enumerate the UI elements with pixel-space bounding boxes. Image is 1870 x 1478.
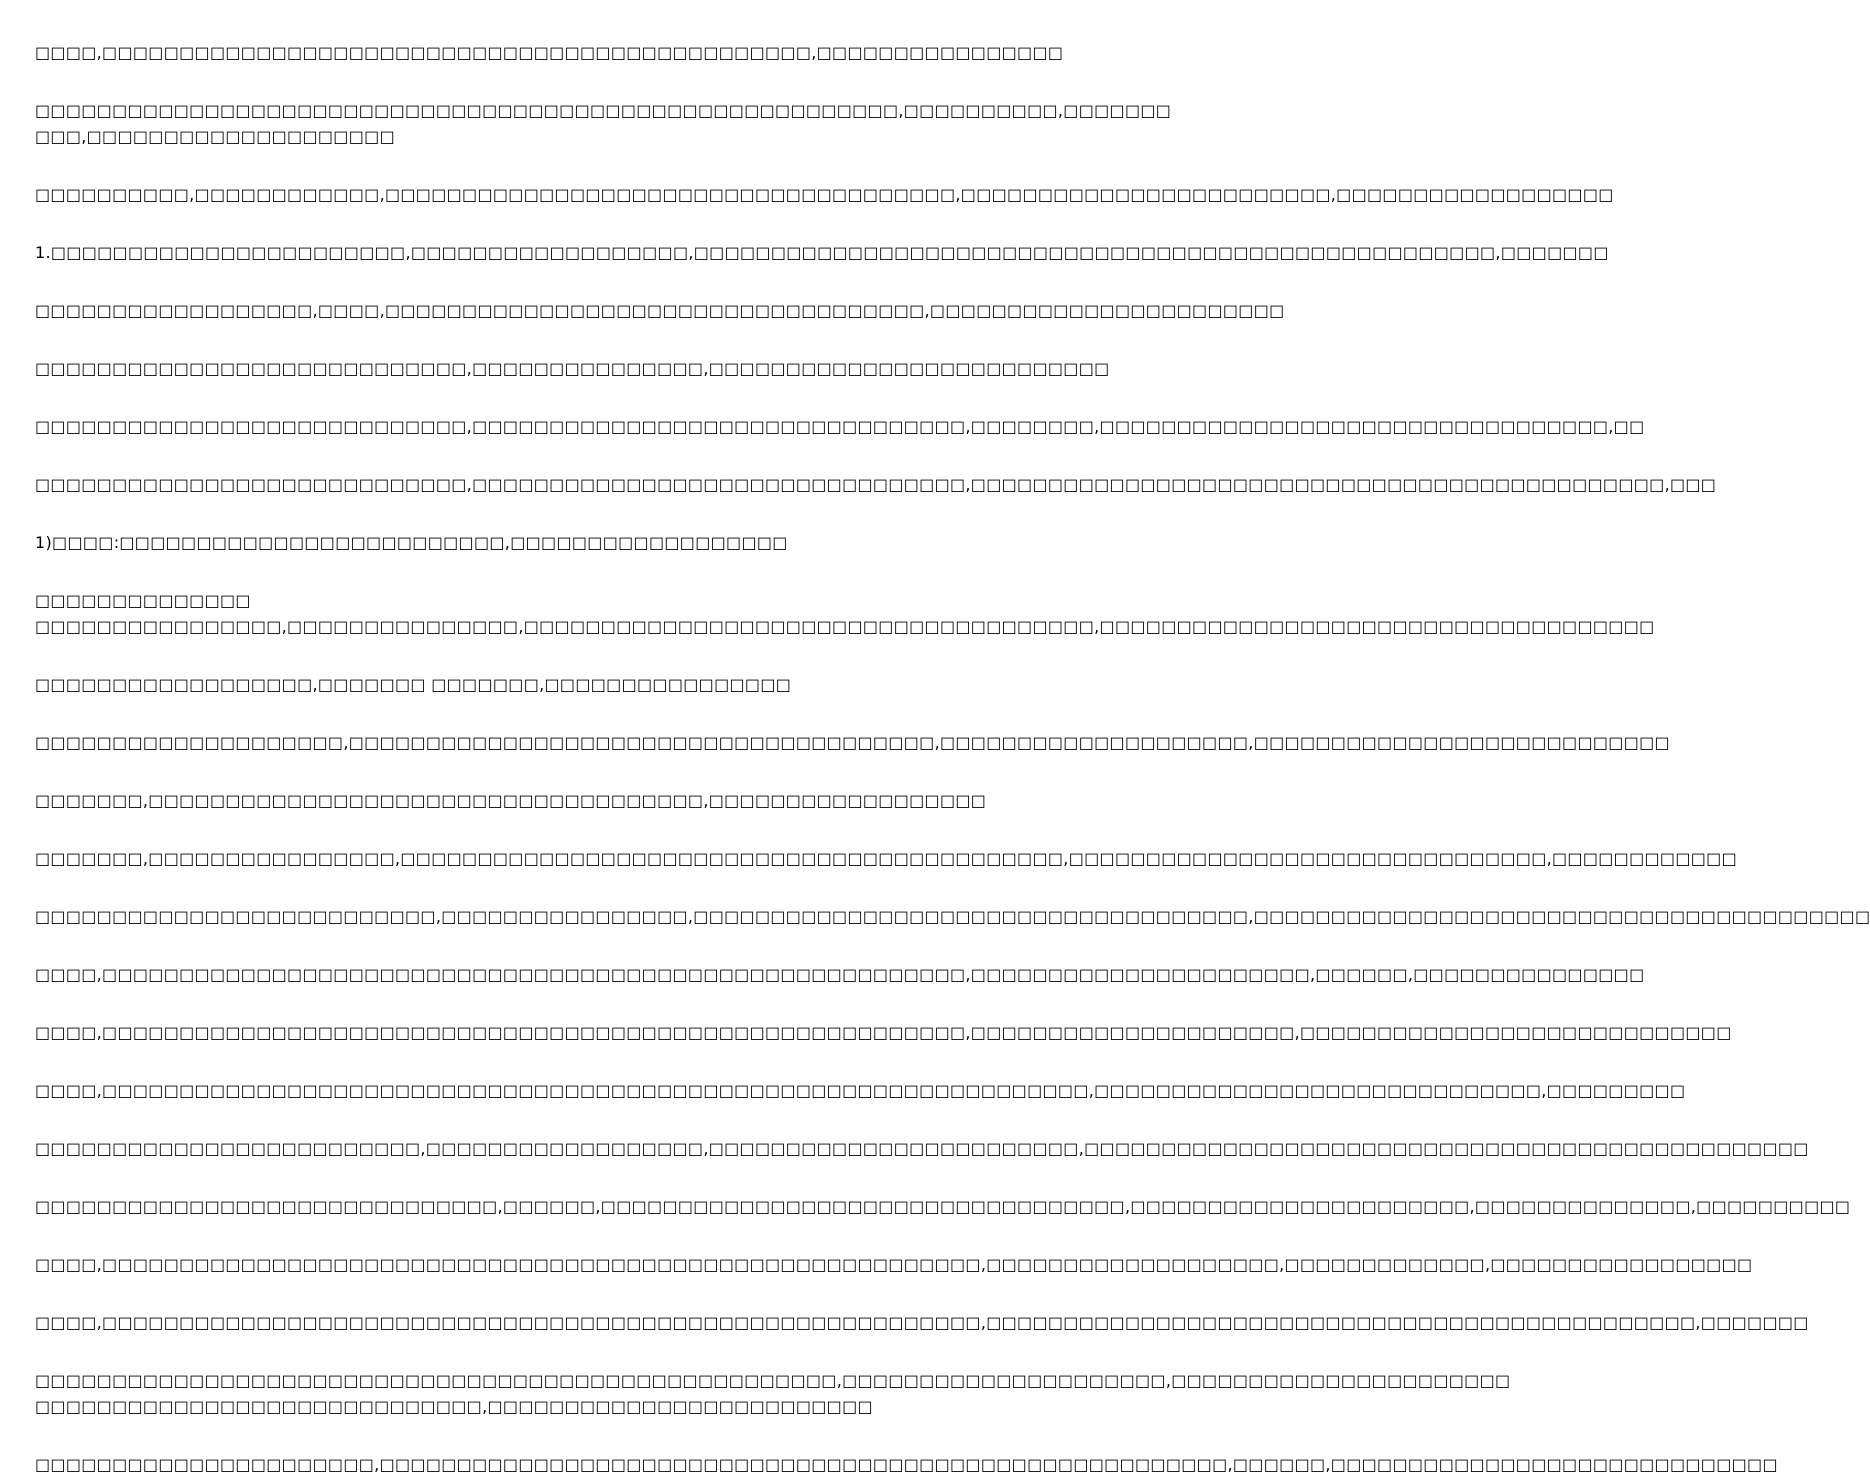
paragraph-18: □□□□,□□□□□□□□□□□□□□□□□□□□□□□□□□□□□□□□□□□□□□□□□□□□□□□□□□□□□□□□□□□□□□□□,□□□□□□□□□□□□□□□□□□□□□□□□□□□□□,□□□□□□□□□ (35, 1081, 1686, 1100)
paragraph-11: □□□□□□□□□□□□□□□□□□,□□□□□□□ □□□□□□□,□□□□□□□□□□□□□□□□ (35, 675, 792, 694)
paragraph-10: □□□□□□□□□□□□□□□□,□□□□□□□□□□□□□□□,□□□□□□□□□□□□□□□□□□□□□□□□□□□□□□□□□□□□□,□□□□□□□□□□□□□□□□□□□□□□□□□□□□□□□□□□□□ (35, 617, 1655, 636)
paragraph-24: □□□□□□□□□□□□□□□□□□□□□□,□□□□□□□□□□□□□□□□□□□□□□□□□□□□□□□□□□□□□□□□□□□□□□□□□□□□□□□,□□□□□□,□□□□□□□□□□□□□□□□□□□□□□□□□□□□□ (35, 1455, 1778, 1474)
paragraph-4: 1.□□□□□□□□□□□□□□□□□□□□□□□,□□□□□□□□□□□□□□□□□□,□□□□□□□□□□□□□□□□□□□□□□□□□□□□□□□□□□□□□□□□□□□□□□□□□□□□,□□□□□□□ (35, 243, 1609, 262)
paragraph-6: □□□□□□□□□□□□□□□□□□□□□□□□□□□□,□□□□□□□□□□□□□□□,□□□□□□□□□□□□□□□□□□□□□□□□□□ (35, 359, 1110, 378)
paragraph-3: □□□□□□□□□□,□□□□□□□□□□□□,□□□□□□□□□□□□□□□□□□□□□□□□□□□□□□□□□□□□□,□□□□□□□□□□□□□□□□□□□□□□□□,□□□□□□□□□□□□□□□□□□ (35, 185, 1614, 204)
paragraph-22: □□□□,□□□□□□□□□□□□□□□□□□□□□□□□□□□□□□□□□□□□□□□□□□□□□□□□□□□□□□□□□,□□□□□□□□□□□□□□□□□□□□□□□□□□□□□□□□□□□□□□□□□□□□□□,□□□□□□□ (35, 1313, 1809, 1332)
paragraph-12: □□□□□□□□□□□□□□□□□□□□,□□□□□□□□□□□□□□□□□□□□□□□□□□□□□□□□□□□□□□,□□□□□□□□□□□□□□□□□□□□,□□□□□□□□□□□□□□□□□□□□□□□□□□□ (35, 733, 1670, 752)
paragraph-17: □□□□,□□□□□□□□□□□□□□□□□□□□□□□□□□□□□□□□□□□□□□□□□□□□□□□□□□□□□□□□,□□□□□□□□□□□□□□□□□□□□□,□□□□□□□□□□□□□□□□□□□□□□□□□□□□ (35, 1023, 1732, 1042)
paragraph-2: □□□□□□□□□□□□□□□□□□□□□□□□□□□□□□□□□□□□□□□□□□□□□□□□□□□□□□□□,□□□□□□□□□□,□□□□□□□ □□□,□□□□□□□□□□□□□□□□□□□□ (35, 101, 1172, 146)
paragraph-15: □□□□□□□□□□□□□□□□□□□□□□□□□□,□□□□□□□□□□□□□□□□,□□□□□□□□□□□□□□□□□□□□□□□□□□□□□□□□□□□□,□□□□□□□□□□□□□□□□□□□□□□□□□□□□□□□□□□□□□□□□ (35, 907, 1870, 926)
document-body (35, 40, 1870, 1478)
paragraph-7: □□□□□□□□□□□□□□□□□□□□□□□□□□□□,□□□□□□□□□□□□□□□□□□□□□□□□□□□□□□□□,□□□□□□□□,□□□□□□□□□□□□□□□□□□□□□□□□□□□□□□□□□,□□ (35, 417, 1645, 436)
section-heading: □□□□□□□□□□□□□□ (35, 591, 251, 610)
paragraph-9: 1)□□□□:□□□□□□□□□□□□□□□□□□□□□□□□□,□□□□□□□□□□□□□□□□□□ (35, 533, 788, 552)
paragraph-5: □□□□□□□□□□□□□□□□□□,□□□□,□□□□□□□□□□□□□□□□□□□□□□□□□□□□□□□□□□□,□□□□□□□□□□□□□□□□□□□□□□□ (35, 301, 1285, 320)
paragraph-19: □□□□□□□□□□□□□□□□□□□□□□□□□,□□□□□□□□□□□□□□□□□□,□□□□□□□□□□□□□□□□□□□□□□□□,□□□□□□□□□□□□□□□□□□□□□□□□□□□□□□□□□□□□□□□□□□□□□□□ (35, 1139, 1809, 1158)
paragraph-23: □□□□□□□□□□□□□□□□□□□□□□□□□□□□□□□□□□□□□□□□□□□□□□□□□□□□,□□□□□□□□□□□□□□□□□□□□□,□□□□□□□□□□□□□□□□□□□□□□ □□□□□□□□□□□□□□□□□□□□□□□□□□□□□,□□□□□□□□□□□□□□□□□□□□□□□□□ (35, 1371, 1511, 1416)
paragraph-21: □□□□,□□□□□□□□□□□□□□□□□□□□□□□□□□□□□□□□□□□□□□□□□□□□□□□□□□□□□□□□□,□□□□□□□□□□□□□□□□□□□,□□□□□□□□□□□□□,□□□□□□□□□□□□□□□□□ (35, 1255, 1753, 1274)
paragraph-13: □□□□□□□,□□□□□□□□□□□□□□□□□□□□□□□□□□□□□□□□□□□□,□□□□□□□□□□□□□□□□□□ (35, 791, 987, 810)
paragraph-1: □□□□,□□□□□□□□□□□□□□□□□□□□□□□□□□□□□□□□□□□□□□□□□□□□□□,□□□□□□□□□□□□□□□□ (35, 43, 1064, 62)
paragraph-20: □□□□□□□□□□□□□□□□□□□□□□□□□□□□□□,□□□□□□,□□□□□□□□□□□□□□□□□□□□□□□□□□□□□□□□□□,□□□□□□□□□□□□□□□□□□□□□□,□□□□□□□□□□□□□□,□□□□□□□□□□ (35, 1197, 1851, 1216)
paragraph-14: □□□□□□□,□□□□□□□□□□□□□□□□,□□□□□□□□□□□□□□□□□□□□□□□□□□□□□□□□□□□□□□□□□□□,□□□□□□□□□□□□□□□□□□□□□□□□□□□□□□□,□□□□□□□□□□□□ (35, 849, 1738, 868)
paragraph-8: □□□□□□□□□□□□□□□□□□□□□□□□□□□□,□□□□□□□□□□□□□□□□□□□□□□□□□□□□□□□□,□□□□□□□□□□□□□□□□□□□□□□□□□□□□□□□□□□□□□□□□□□□□□,□□□ (35, 475, 1717, 494)
paragraph-16: □□□□,□□□□□□□□□□□□□□□□□□□□□□□□□□□□□□□□□□□□□□□□□□□□□□□□□□□□□□□□,□□□□□□□□□□□□□□□□□□□□□□,□□□□□□,□□□□□□□□□□□□□□□ (35, 965, 1645, 984)
